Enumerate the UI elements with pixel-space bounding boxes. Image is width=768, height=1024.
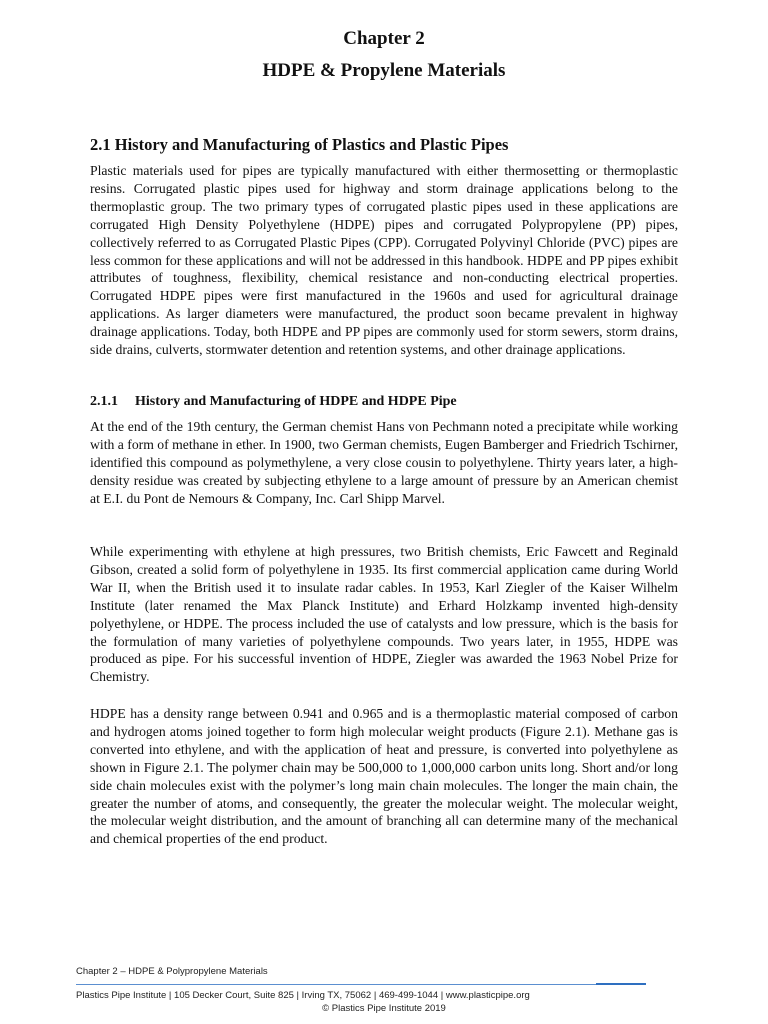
footer-address: Plastics Pipe Institute | 105 Decker Court, Suite 825 | Irving TX, 75062 | 469-499-1044 | www.plasticpipe.org (76, 990, 530, 1001)
section-heading: 2.1 History and Manufacturing of Plastics and Plastic Pipes (90, 135, 509, 154)
footer-chapter-line: Chapter 2 – HDPE & Polypropylene Materials (76, 966, 268, 977)
subsection-heading (90, 393, 457, 411)
body-paragraph: While experimenting with ethylene at high pressures, two British chemists, Eric Fawcett and Reginald Gibson, created a solid form of polyethylene in 1935. Its first commercial application came during World War II, when the British used it to insulate radar cables. In 1953, Karl Ziegler of the Kaiser Wilhelm Institute (later renamed the Max Planck Institute) and Erhard Holzkamp invented high-density polyethylene, or HDPE. The process included the use of catalysts and low pressure, which is the basis for the formulation of many varieties of polyethylene compounds. Two years later, in 1955, HDPE was produced as pipe. For his successful invention of HDPE, Ziegler was awarded the 1963 Nobel Prize for Chemistry. (90, 544, 678, 685)
chapter-label: Chapter 2 (343, 28, 425, 49)
body-paragraph: HDPE has a density range between 0.941 and 0.965 and is a thermoplastic material composed of carbon and hydrogen atoms joined together to form high molecular weight products (Figure 2.1). Methane gas is converted into ethylene, and with the application of heat and pressure, is converted into polyethylene as shown in Figure 2.1. The polymer chain may be 500,000 to 1,000,000 carbon units long. Short and/or long side chain molecules exist with the polymer’s long main chain molecules. The longer the main chain, the greater the number of atoms, and consequently, the greater the molecular weight. The molecular weight, the molecular weight distribution, and the amount of branching all can determine many of the mechanical and chemical properties of the end product. (90, 706, 678, 847)
chapter-title: HDPE & Propylene Materials (262, 60, 506, 81)
footer-copyright: © Plastics Pipe Institute 2019 (322, 1003, 446, 1014)
body-paragraph: At the end of the 19th century, the German chemist Hans von Pechmann noted a precipitate while working with a form of methane in ether. In 1900, two German chemists, Eugen Bamberger and Friedrich Tschirner, identified this compound as polymethylene, a very close cousin to polyethylene. Thirty years later, a high-density residue was created by subjecting ethylene to a large amount of pressure by an American chemist at E.I. du Pont de Nemours & Company, Inc. Carl Shipp Marvel. (90, 419, 678, 506)
footer-divider-accent (596, 983, 646, 985)
subsection-title: History and Manufacturing of HDPE and HDPE Pipe (135, 394, 457, 409)
section-paragraph: Plastic materials used for pipes are typically manufactured with either thermosetting or thermoplastic resins. Corrugated plastic pipes used for highway and storm drainage applications belong to the thermoplastic group. The two primary types of corrugated plastic pipes used in these applications are corrugated High Density Polyethylene (HDPE) pipes and corrugated Polypropylene (PP) pipes, collectively referred to as Corrugated Plastic Pipes (CPP). Corrugated Polyvinyl Chloride (PVC) pipes are less common for these applications and will not be addressed in this handbook. HDPE and PP pipes exhibit attributes of toughness, flexibility, chemical resistance and non-conducting electrical properties. Corrugated HDPE pipes were first manufactured in the 1960s and used for agricultural drainage applications. As larger diameters were manufactured, the product soon became prevalent in highway drainage applications. Today, both HDPE and PP pipes are commonly used for storm sewers, storm drains, side drains, culverts, stormwater detention and retention systems, and other drainage applications. (90, 163, 678, 358)
footer-divider (76, 984, 646, 985)
subsection-number: 2.1.1 (90, 394, 118, 409)
